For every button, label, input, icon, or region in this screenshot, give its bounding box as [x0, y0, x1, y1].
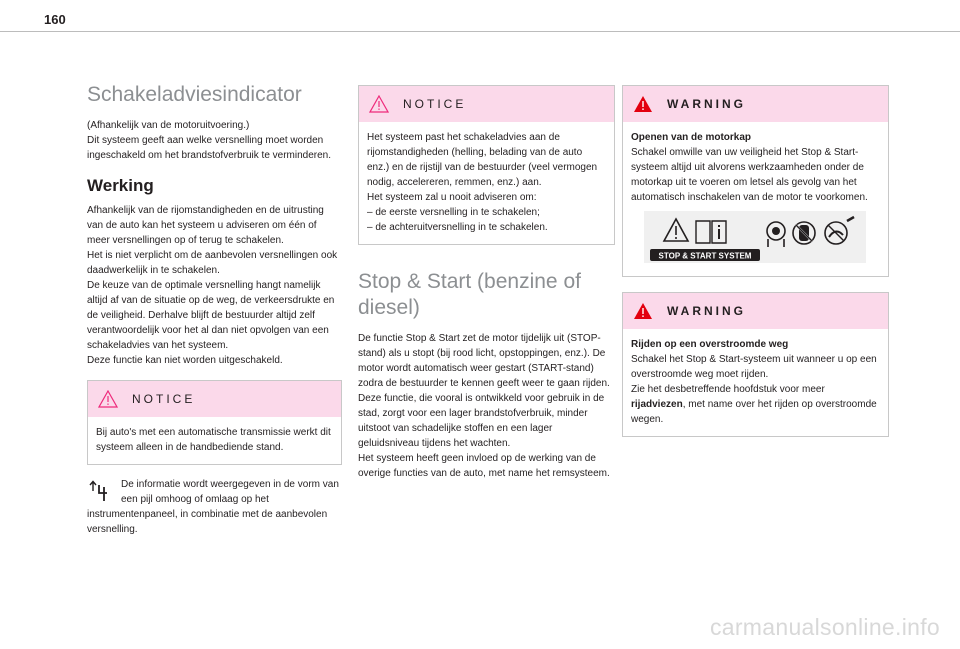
warning-box [622, 292, 889, 437]
no-hands-icon [793, 222, 815, 244]
notice-body [359, 122, 614, 244]
notice-title: NOTICE [403, 97, 467, 111]
notice-header [88, 381, 341, 417]
notice-text: Het systeem past het schakeladvies aan de rijomstandigheden (helling, belading van de auto enz.) en de rijstijl van de bestuurder (veel vermogen nodig, accelereren, remmen, enz.) aan. [367, 132, 598, 188]
notice-header [359, 86, 614, 122]
body-paragraph: Het is niet verplicht om de aanbevolen versnellingen ook daadwerkelijk in te schakelen. [87, 250, 338, 276]
warning-text: Schakel het Stop & Start-systeem uit wanneer u op een overstroomde weg moet rijden. [631, 354, 877, 380]
no-tampering-icon [825, 217, 854, 244]
warning-icon-strip [644, 211, 866, 263]
notice-text: Bij auto's met een automatische transmissie werkt dit systeem alleen in de handbediende stand. [96, 427, 331, 453]
warning-triangle-icon [369, 95, 389, 113]
warning-header [623, 86, 888, 122]
section-heading: Stop & Start (benzine of diesel) [358, 270, 581, 319]
warning-title: WARNING [667, 97, 746, 111]
notice-title: NOTICE [132, 392, 196, 406]
intro-line: Dit systeem geeft aan welke versnelling moet worden ingeschakeld om het brandstofverbruik te verminderen. [87, 135, 332, 161]
section-heading: Schakeladviesindicator [87, 83, 302, 106]
column-2 [358, 85, 615, 481]
notice-text: Het systeem zal u nooit adviseren om: [367, 192, 537, 203]
column-3 [622, 85, 889, 449]
caution-triangle-icon [664, 219, 688, 241]
body-paragraph: Deze functie kan niet worden uitgeschakeld. [87, 355, 283, 366]
warning-body [623, 329, 888, 436]
stop-start-label: STOP & START SYSTEM [658, 251, 751, 261]
top-divider [0, 31, 960, 32]
body-paragraph: Afhankelijk van de rijomstandigheden en de uitrusting van de auto kan het systeem u adviseren om één of meer versnellingen op of terug te schakelen. [87, 205, 324, 246]
notice-box [358, 85, 615, 245]
body-paragraph: De keuze van de optimale versnelling hangt namelijk altijd af van de situatie op de weg, de verkeersdrukte en de veiligheid. Derhalve blijft de bestuurder altijd zelf verantwoordelijk voor het al dan niet opvolgen van een schakeladvies van het systeem. [87, 280, 335, 351]
warning-title: WARNING [667, 304, 746, 318]
manual-book-icon [696, 221, 726, 243]
warning-text-part: , met name over het rijden op overstroomde wegen. [631, 399, 877, 425]
body-paragraph: Deze functie, die vooral is ontwikkeld voor gebruik in de stad, zorgt voor een lager brandstofverbruik, minder uitstoot van schadelijke stoffen en een lager geluidsniveau tijdens het wachten. [358, 393, 605, 449]
warning-text-emphasis: rijadviezen [631, 399, 683, 410]
gear-shift-arrow-icon [87, 479, 115, 503]
shift-indicator-text: De informatie wordt weergegeven in de vorm van een pijl omhoog of omlaag op het instrumentenpaneel, in combinatie met de aanbevolen versnelling. [87, 479, 339, 535]
notice-list-item: – de eerste versnelling in te schakelen; [367, 207, 540, 218]
intro-line: (Afhankelijk van de motoruitvoering.) [87, 120, 250, 131]
warning-triangle-icon [98, 390, 118, 408]
warning-subtitle-text: Openen van de motorkap [631, 132, 752, 143]
page-number: 160 [44, 12, 66, 27]
watermark: carmanualsonline.info [709, 614, 940, 640]
notice-list-item: – de achteruitversnelling in te schakelen. [367, 222, 548, 233]
warning-illustration [631, 205, 878, 267]
subheading: Werking [87, 176, 154, 195]
notice-box [87, 380, 342, 465]
belt-drive-icon [767, 222, 785, 247]
column-1 [87, 82, 342, 537]
warning-text [631, 382, 878, 427]
body-paragraph: Het systeem heeft geen invloed op de werking van de overige functies van de auto, met name het remsysteem. [358, 453, 610, 479]
stop-start-warning-icons [644, 211, 866, 263]
warning-text-part: Zie het desbetreffende hoofdstuk voor meer [631, 384, 825, 395]
warning-box [622, 85, 889, 277]
warning-triangle-icon [633, 302, 653, 320]
warning-text: Schakel omwille van uw veiligheid het Stop & Start-systeem altijd uit alvorens werkzaamheden onder de motorkap uit te voeren om letsel als gevolg van het automatisch inschakelen van de motor te voorkomen. [631, 147, 868, 203]
warning-subtitle [631, 337, 878, 352]
warning-header [623, 293, 888, 329]
notice-body [88, 417, 341, 464]
body-paragraph: De functie Stop & Start zet de motor tijdelijk uit (STOP-stand) als u stopt (bij rood licht, opstoppingen, enz.). De motor wordt automatisch weer gestart (START-stand) zodra de bestuurder te kennen geeft weer te gaan rijden. [358, 333, 610, 389]
warning-subtitle [631, 130, 878, 145]
warning-triangle-icon [633, 95, 653, 113]
shift-indicator-paragraph [87, 477, 342, 537]
warning-body [623, 122, 888, 276]
warning-subtitle-text: Rijden op een overstroomde weg [631, 339, 789, 350]
